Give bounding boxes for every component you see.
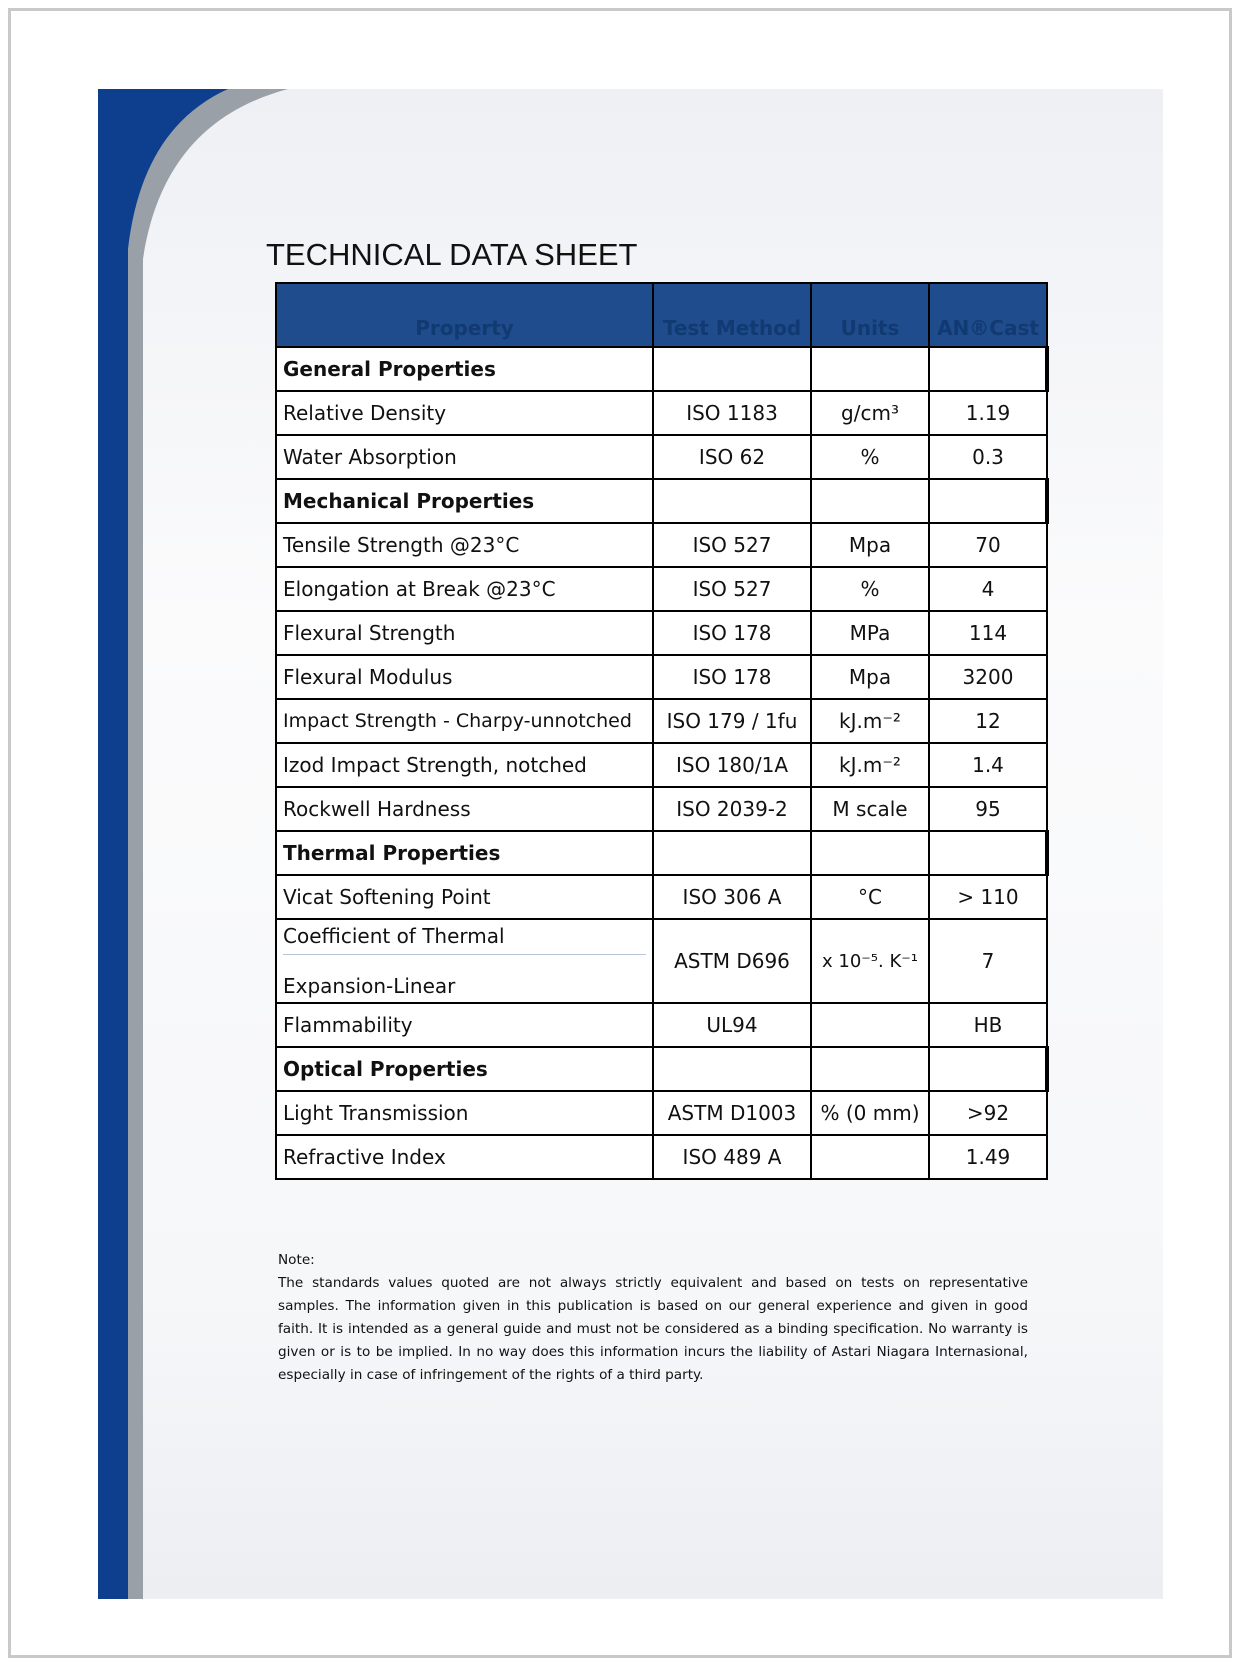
method-cell: ISO 180/1A: [653, 743, 811, 787]
method-cell: ISO 527: [653, 523, 811, 567]
property-cell: Flammability: [276, 1003, 653, 1047]
method-cell: ISO 527: [653, 567, 811, 611]
table-row: [276, 435, 1047, 479]
section-title: Mechanical Properties: [276, 479, 653, 523]
method-cell: ISO 179 / 1fu: [653, 699, 811, 743]
property-cell: Vicat Softening Point: [276, 875, 653, 919]
value-cell: 3200: [929, 655, 1047, 699]
value-cell: 7: [929, 919, 1047, 1003]
document-page: [98, 89, 1163, 1599]
property-cell: Relative Density: [276, 391, 653, 435]
method-cell: UL94: [653, 1003, 811, 1047]
units-cell: g/cm³: [811, 391, 929, 435]
property-cell: Impact Strength - Charpy-unnotched: [276, 699, 653, 743]
disclaimer-note: [278, 1249, 1028, 1387]
section-title: Optical Properties: [276, 1047, 653, 1091]
section-title: Thermal Properties: [276, 831, 653, 875]
property-cell: Tensile Strength @23°C: [276, 523, 653, 567]
side-band-blue: [98, 89, 228, 1599]
property-cell: [276, 919, 653, 1003]
units-cell: x 10⁻⁵. K⁻¹: [811, 919, 929, 1003]
units-cell: % (0 mm): [811, 1091, 929, 1135]
value-cell: 0.3: [929, 435, 1047, 479]
table-row: [276, 1003, 1047, 1047]
note-text: The standards values quoted are not always strictly equivalent and based on tests on representative samples. The information given in this publication is based on our general experience and given in good faith. It is intended as a general guide and must not be considered as a binding specification. No warranty is given or is to be implied. In no way does this information incurs the liability of Astari Niagara Internasional, especially in case of infringement of the rights of a third party.: [278, 1275, 1028, 1383]
units-cell: MPa: [811, 611, 929, 655]
method-cell: ISO 306 A: [653, 875, 811, 919]
property-cell: Water Absorption: [276, 435, 653, 479]
table-row: [276, 875, 1047, 919]
table-row: [276, 611, 1047, 655]
method-cell: ISO 489 A: [653, 1135, 811, 1179]
section-row-thermal: [276, 831, 1047, 875]
document-title: TECHNICAL DATA SHEET: [266, 237, 638, 272]
method-cell: ISO 178: [653, 611, 811, 655]
table-row: [276, 743, 1047, 787]
header-value: AN®Cast: [929, 283, 1047, 347]
technical-data-table: [275, 282, 1049, 1180]
section-row-optical: [276, 1047, 1047, 1091]
property-line-1: Coefficient of Thermal: [283, 924, 646, 955]
section-row-general: [276, 347, 1047, 391]
header-test-method: Test Method: [653, 283, 811, 347]
units-cell: %: [811, 435, 929, 479]
units-cell: M scale: [811, 787, 929, 831]
value-cell: 114: [929, 611, 1047, 655]
table-header-row: [276, 283, 1047, 347]
value-cell: 1.49: [929, 1135, 1047, 1179]
table-row: [276, 919, 1047, 1003]
method-cell: ASTM D696: [653, 919, 811, 1003]
value-cell: 1.19: [929, 391, 1047, 435]
note-label: Note:: [278, 1252, 315, 1268]
table-row: [276, 1135, 1047, 1179]
table-row: [276, 655, 1047, 699]
value-cell: 4: [929, 567, 1047, 611]
units-cell: °C: [811, 875, 929, 919]
page-frame: [8, 8, 1232, 1658]
units-cell: Mpa: [811, 655, 929, 699]
value-cell: 95: [929, 787, 1047, 831]
property-cell: Izod Impact Strength, notched: [276, 743, 653, 787]
property-cell: Rockwell Hardness: [276, 787, 653, 831]
table-row: [276, 523, 1047, 567]
table-row: [276, 787, 1047, 831]
section-title: General Properties: [276, 347, 653, 391]
header-units: Units: [811, 283, 929, 347]
value-cell: HB: [929, 1003, 1047, 1047]
value-cell: 12: [929, 699, 1047, 743]
table-row: [276, 567, 1047, 611]
method-cell: ISO 1183: [653, 391, 811, 435]
method-cell: ISO 178: [653, 655, 811, 699]
property-cell: Light Transmission: [276, 1091, 653, 1135]
property-cell: Elongation at Break @23°C: [276, 567, 653, 611]
units-cell: [811, 1003, 929, 1047]
section-row-mechanical: [276, 479, 1047, 523]
table-row: [276, 1091, 1047, 1135]
value-cell: > 110: [929, 875, 1047, 919]
units-cell: kJ.m⁻²: [811, 743, 929, 787]
units-cell: [811, 1135, 929, 1179]
method-cell: ISO 2039-2: [653, 787, 811, 831]
units-cell: kJ.m⁻²: [811, 699, 929, 743]
header-property: Property: [276, 283, 653, 347]
property-cell: Flexural Modulus: [276, 655, 653, 699]
units-cell: Mpa: [811, 523, 929, 567]
value-cell: 1.4: [929, 743, 1047, 787]
method-cell: ASTM D1003: [653, 1091, 811, 1135]
table-row: [276, 699, 1047, 743]
value-cell: 70: [929, 523, 1047, 567]
table-row: [276, 391, 1047, 435]
units-cell: %: [811, 567, 929, 611]
method-cell: ISO 62: [653, 435, 811, 479]
property-cell: Refractive Index: [276, 1135, 653, 1179]
property-line-2: Expansion-Linear: [283, 974, 456, 998]
property-cell: Flexural Strength: [276, 611, 653, 655]
value-cell: >92: [929, 1091, 1047, 1135]
